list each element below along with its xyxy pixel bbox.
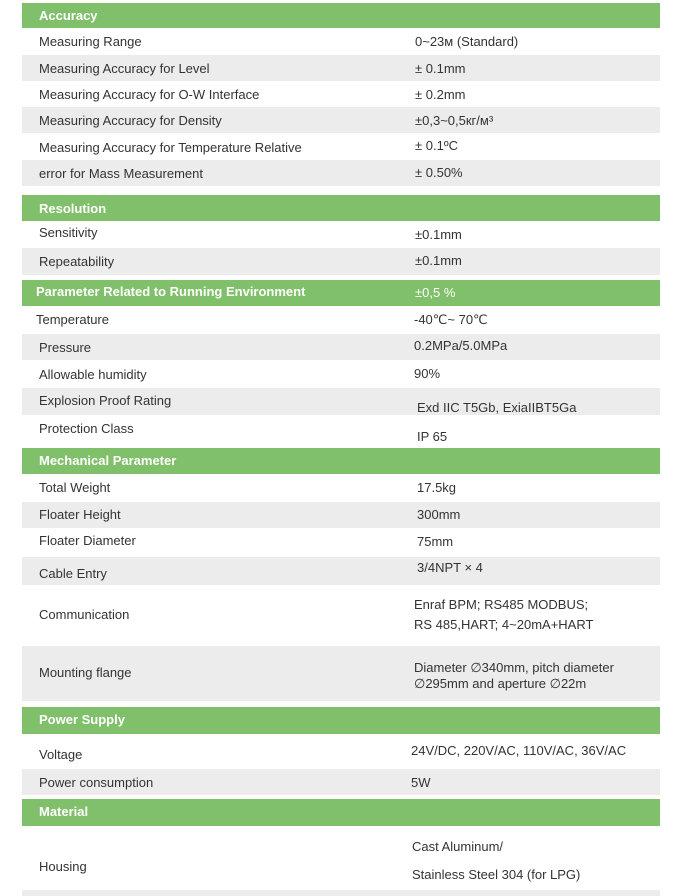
row-label: Measuring Accuracy for Level [39,61,210,76]
row-value: ± 0.1mm [415,61,466,76]
row-label: error for Mass Measurement [39,166,203,181]
section-header-resolution [22,195,660,221]
row-label: Total Weight [39,480,111,495]
row-value: 90% [414,366,441,381]
table-row [22,160,660,186]
section-header-accuracy [22,3,660,28]
row-label: Sensitivity [39,225,98,240]
table-row [22,107,660,133]
table-row [22,133,660,159]
table-row [22,388,660,415]
section-header-power [22,707,660,734]
table-row [22,55,660,81]
row-value: -40℃~ 70℃ [414,312,488,327]
table-row [22,769,660,795]
row-label: Temperature [36,312,109,327]
section-title: Mechanical Parameter [39,453,177,468]
row-value: Exd IIC T5Gb, ExiaIIBT5Ga [417,400,577,415]
row-value: ±0.1mm [415,227,462,242]
section-title: Accuracy [39,8,98,23]
row-label: Power consumption [39,775,154,790]
table-row [22,334,660,360]
row-label: Measuring Accuracy for Density [39,113,222,128]
row-value: ±0,3~0,5кг/м³ [415,113,494,128]
row-label: Mounting flange [39,665,132,680]
row-label: Voltage [39,747,83,762]
table-row [22,502,660,528]
row-value: IP 65 [417,429,448,444]
row-label: Protection Class [39,421,134,436]
section-header-mechanical [22,448,660,474]
table-row [22,81,660,107]
row-value: 0~23м (Standard) [415,34,519,49]
row-label: Measuring Range [39,34,142,49]
table-row [22,826,660,890]
row-value-line2: RS 485,HART; 4~20mA+HART [414,617,594,632]
row-label: Allowable humidity [39,367,147,382]
section-header-material [22,799,660,826]
table-row [22,734,660,768]
row-label: Floater Diameter [39,533,136,548]
section-title: Resolution [39,201,107,216]
row-value: 0.2MPa/5.0MPa [414,338,508,353]
table-row [22,890,660,896]
row-label: Measuring Accuracy for O-W Interface [39,87,260,102]
section-header-value: ±0,5 % [415,285,456,300]
row-value-line1: Diameter ∅340mm, pitch diameter [414,660,614,675]
table-row [22,646,660,701]
row-label: Measuring Accuracy for Temperature Relative [39,140,302,155]
section-title: Material [39,804,89,819]
row-label: Cable Entry [39,566,107,581]
table-row [22,474,660,501]
row-value: 300mm [417,507,461,522]
row-label: Explosion Proof Rating [39,393,172,408]
row-value: 5W [411,775,431,790]
table-row [22,557,660,585]
table-row [22,415,660,447]
table-row [22,361,660,388]
table-row [22,306,660,333]
row-value-line1: Cast Aluminum/ [412,839,504,854]
row-value-line1: Enraf BPM; RS485 MODBUS; [414,597,589,612]
table-row [22,248,660,275]
row-value: ± 0.1ºC [415,138,458,153]
row-label: Floater Height [39,507,121,522]
table-row [22,529,660,556]
table-row [22,586,660,645]
row-value-line2: Stainless Steel 304 (for LPG) [412,867,581,882]
section-title: Parameter Related to Running Environment [36,284,306,299]
row-value: 24V/DC, 220V/AC, 110V/AC, 36V/AC [411,743,627,758]
row-value: ± 0.50% [415,165,463,180]
section-header-environment [22,280,660,306]
section-title: Power Supply [39,712,125,727]
row-label: Pressure [39,340,92,355]
row-value: 17.5kg [417,480,457,495]
table-row [22,28,660,54]
row-value-line2: ∅295mm and aperture ∅22m [414,676,587,691]
row-value: 3/4NPT × 4 [417,560,483,575]
row-label: Repeatability [39,254,115,269]
row-label: Housing [39,859,87,874]
row-value: ±0.1mm [415,253,462,268]
table-row [22,221,660,248]
row-value: 75mm [417,534,454,549]
row-value: ± 0.2mm [415,87,466,102]
row-label: Communication [39,607,130,622]
